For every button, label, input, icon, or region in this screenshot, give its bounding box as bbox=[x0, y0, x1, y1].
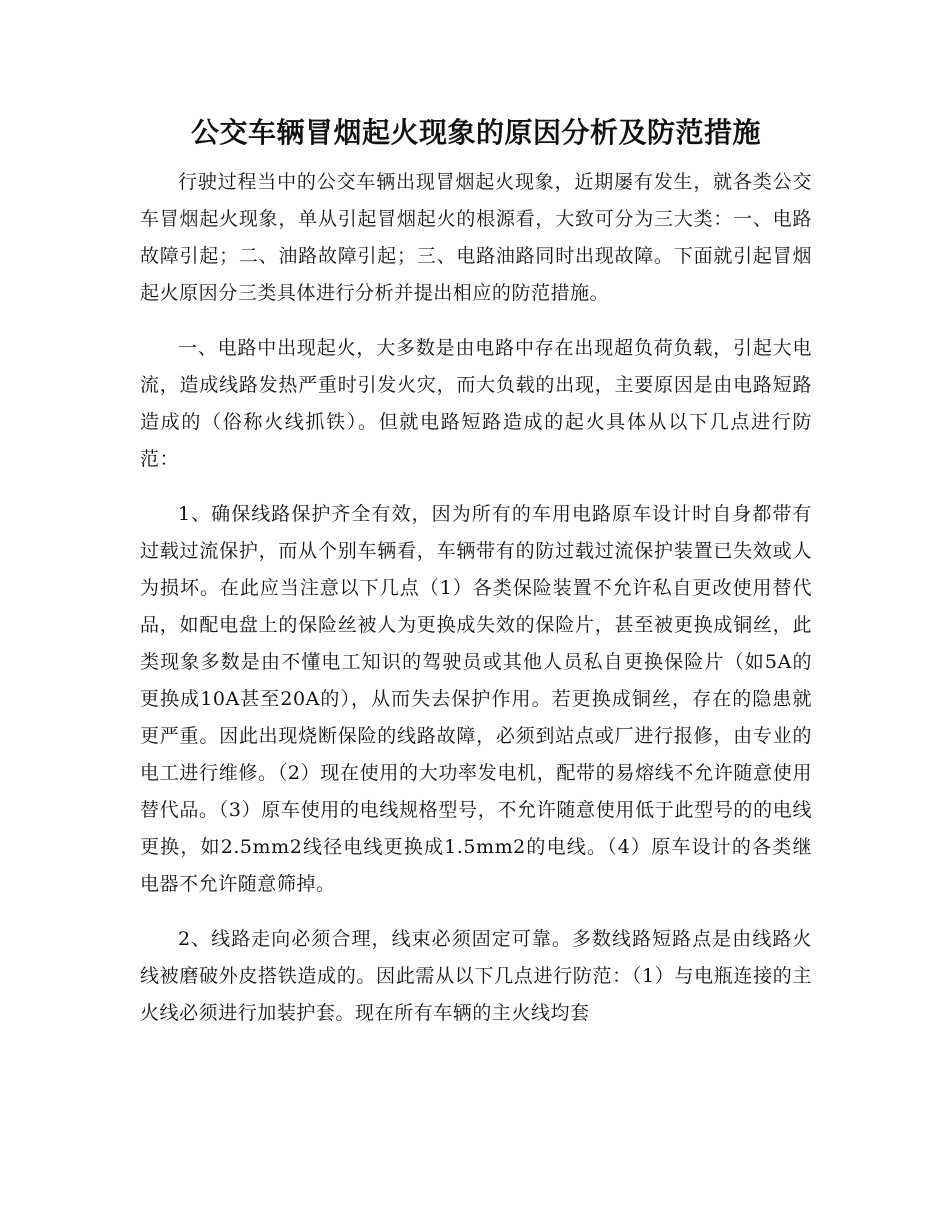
document-page bbox=[140, 112, 812, 1032]
paragraph-point-one: 1、确保线路保护齐全有效，因为所有的车用电路原车设计时自身都带有过载过流保护，而从个别车辆看，车辆带有的防过载过流保护装置已失效或人为损坏。在此应当注意以下几点（1）各类保险装置不允许私自更改使用替代品，如配电盘上的保险丝被人为更换成失效的保险片，甚至被更换成铜丝，此类现象多数是由不懂电工知识的驾驶员或其他人员私自更换保险片（如5A的更换成10A甚至20A的），从而失去保护作用。若更换成铜丝，存在的隐患就更严重。因此出现烧断保险的线路故障，必须到站点或厂进行报修，由专业的电工进行维修。（2）现在使用的大功率发电机，配带的易熔线不允许随意使用替代品。（3）原车使用的电线规格型号，不允许随意使用低于此型号的的电线更换，如2.5mm2线径电线更换成1.5mm2的电线。（4）原车设计的各类继电器不允许随意筛掉。 bbox=[140, 503, 812, 895]
paragraph-intro: 行驶过程当中的公交车辆出现冒烟起火现象，近期屡有发生，就各类公交车冒烟起火现象，单从引起冒烟起火的根源看，大致可分为三大类：一、电路故障引起；二、油路故障引起；三、电路油路同时出现故障。下面就引起冒烟起火原因分三类具体进行分析并提出相应的防范措施。 bbox=[140, 171, 812, 304]
paragraph-section-one: 一、电路中出现起火，大多数是由电路中存在出现超负荷负载，引起大电流，造成线路发热严重时引发火灾，而大负载的出现，主要原因是由电路短路造成的（俗称火线抓铁）。但就电路短路造成的起火具体从以下几点进行防范： bbox=[140, 337, 812, 470]
paragraph-point-two: 2、线路走向必须合理，线束必须固定可靠。多数线路短路点是由线路火线被磨破外皮搭铁造成的。因此需从以下几点进行防范：（1）与电瓶连接的主火线必须进行加装护套。现在所有车辆的主火线均套 bbox=[140, 928, 812, 1024]
document-title: 公交车辆冒烟起火现象的原因分析及防范措施 bbox=[190, 116, 761, 149]
